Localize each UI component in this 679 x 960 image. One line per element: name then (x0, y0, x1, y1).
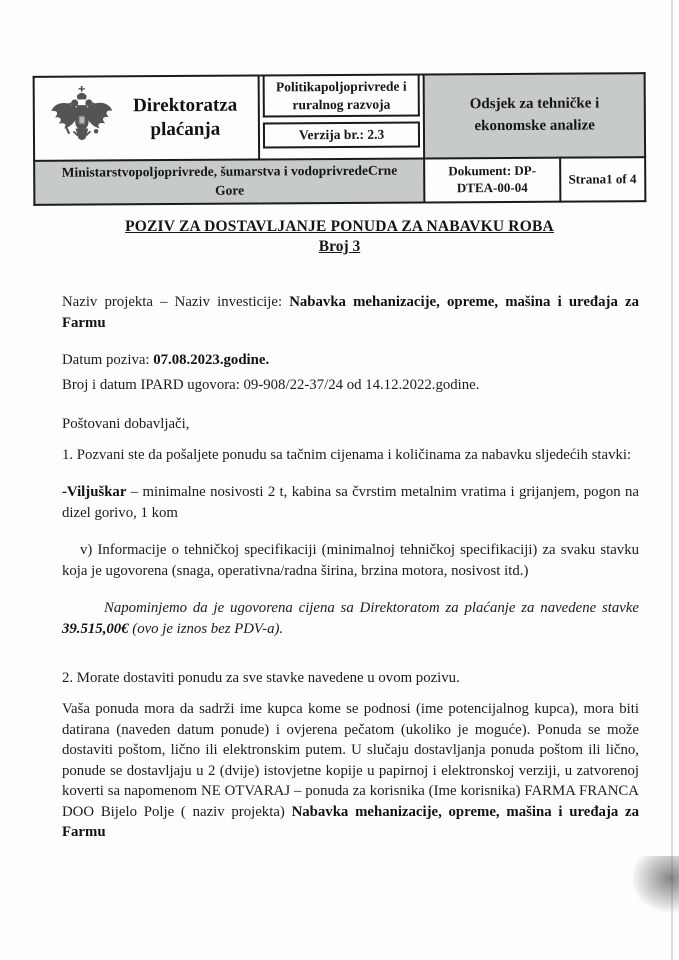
delivery-text: Vaša ponuda mora da sadrži ime kupca kome se podnosi (ime potencijalnog kupca), mora biti datirana (naveden datum ponude) i ovjerena pečatom (ukoliko je moguće). Ponuda se može dostaviti poštom, lično ili elektronskim putem. U slučaju dostavljanja ponuda poštom ili lično, ponude se dostavljaju u 2 (dvije) istovjetne kopije u papirnoj i elektronskoj verziji, u zatvorenoj koverti sa napomenom NE OTVARAJ – ponuda za korisnika (Ime korisnika) FARMA FRANCA DOO Bijelo Polje ( naziv projekta) (62, 701, 639, 820)
header-row-1 (34, 73, 646, 161)
price-note-paragraph (62, 598, 639, 640)
scan-smudge (633, 856, 679, 912)
project-value: Nabavka mehanizacije, opreme, mašina i uređaja za Farmu (62, 294, 639, 331)
header-table (33, 72, 647, 206)
call-date-paragraph (62, 350, 639, 371)
note-pre: Napominjemo da je ugovorena cijena sa Direktoratom za plaćanje za navedene stavke (104, 600, 639, 616)
department-cell: Odsjek za tehničke i ekonomske analize (424, 73, 645, 158)
title-line-1: POZIV ZA DOSTAVLJANJE PONUDA ZA NABAVKU ROBA (125, 218, 554, 235)
policy-label: Politikapoljoprivrede i ruralnog razvoja (262, 76, 420, 118)
title-line-2: Broj 3 (318, 238, 361, 255)
montenegro-coat-of-arms-icon (45, 84, 119, 152)
spec-paragraph: v) Informacije o tehničkoj specifikaciji (minimalnoj tehničkoj specifikaciji) za svaku stavku koja je ugovorena (snaga, operativna/radna širina, brzina motora, nosivost itd.) (62, 542, 639, 579)
note-post: (ovo je iznos bez PDV-a). (128, 621, 284, 637)
directorate-title: Direktoratza plaćanja (133, 94, 238, 141)
header-row-2 (34, 157, 645, 205)
delivery-paragraph (62, 699, 639, 843)
item2-paragraph: 2. Morate dostaviti ponudu za sve stavke navedene u ovom pozivu. (62, 670, 460, 686)
ministry-cell: Ministarstvopoljoprivrede, šumarstva i vodoprivredeCrne Gore (34, 159, 425, 205)
directorate-cell (34, 75, 259, 160)
contract-paragraph: Broj i datum IPARD ugovora: 09-908/22-37/24 od 14.12.2022.godine. (62, 377, 480, 393)
document-code-cell: Dokument: DP-DTEA-00-04 (425, 158, 560, 203)
version-label: Verzija br.: 2.3 (263, 122, 421, 149)
page-number-cell: Strana1 of 4 (560, 157, 646, 201)
project-label: Naziv projekta – Naziv investicije: (62, 294, 290, 310)
delivery-project-name: Nabavka mehanizacije, opreme, mašina i uređaja za Farmu (62, 803, 640, 840)
item1-paragraph: 1. Pozvani ste da pošaljete ponudu sa tačnim cijenama i količinama za nabavku sljedećih stavki: (62, 447, 632, 463)
call-date-label: Datum poziva: (62, 352, 154, 368)
document-body (62, 292, 639, 843)
document-title (0, 218, 679, 256)
scan-edge-line (671, 0, 673, 960)
note-amount: 39.515,00€ (62, 621, 129, 637)
call-date-value: 07.08.2023.godine. (153, 352, 270, 368)
forklift-name: -Viljuškar (62, 484, 127, 500)
policy-version-cell (258, 74, 424, 159)
forklift-paragraph (62, 482, 639, 524)
forklift-description: – minimalne nosivosti 2 t, kabina sa čvrstim metalnim vratima i grijanjem, pogon na dizel gorivo, 1 kom (62, 484, 639, 521)
salutation: Poštovani dobavljači, (62, 416, 190, 432)
project-name-paragraph (62, 292, 639, 334)
